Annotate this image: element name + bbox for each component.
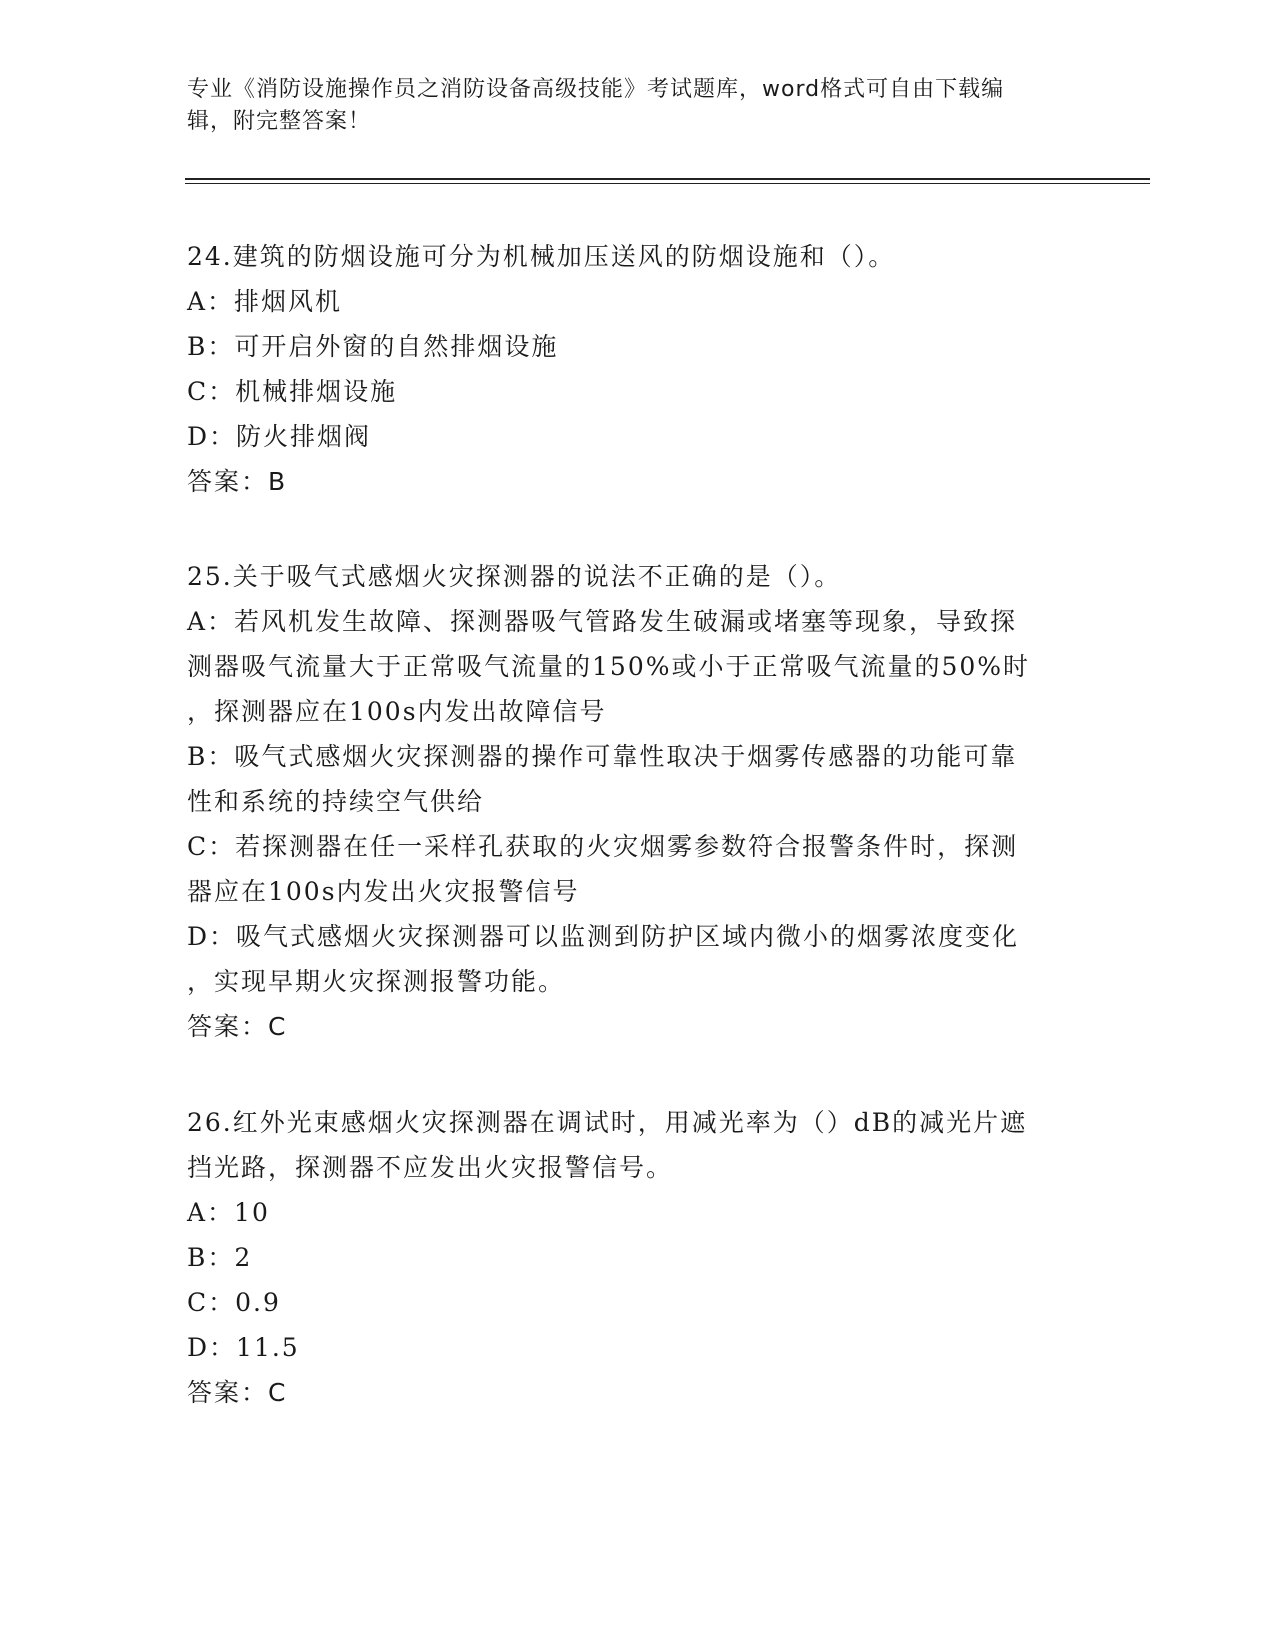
option-c: C：若探测器在任一采样孔获取的火灾烟雾参数符合报警条件时，探测 xyxy=(187,832,1019,861)
option-b: B：可开启外窗的自然排烟设施 xyxy=(187,332,559,361)
option-b-cont: 性和系统的持续空气供给 xyxy=(187,787,485,816)
option-a: A：排烟风机 xyxy=(187,287,343,316)
option-a: A：10 xyxy=(187,1198,270,1227)
document-header xyxy=(187,74,1087,138)
question-25 xyxy=(187,554,1087,1049)
option-d-cont: ，实现早期火灾探测报警功能。 xyxy=(187,967,566,996)
option-a-cont: 测器吸气流量大于正常吸气流量的150%或小于正常吸气流量的50%时 xyxy=(187,652,1031,681)
option-b: B：2 xyxy=(187,1243,253,1272)
answer: 答案：B xyxy=(187,467,288,496)
header-divider-bottom xyxy=(185,183,1150,184)
option-c-cont: 器应在100s内发出火灾报警信号 xyxy=(187,877,580,906)
question-stem: 24.建筑的防烟设施可分为机械加压送风的防烟设施和（）。 xyxy=(187,242,896,271)
header-line-2: 辑，附完整答案！ xyxy=(187,109,372,134)
question-stem: 26.红外光束感烟火灾探测器在调试时，用减光率为（）dB的减光片遮 xyxy=(187,1108,1028,1137)
option-c: C：0.9 xyxy=(187,1288,281,1317)
question-24 xyxy=(187,234,1087,504)
option-b: B：吸气式感烟火灾探测器的操作可靠性取决于烟雾传感器的功能可靠 xyxy=(187,742,1018,771)
header-line-1: 专业《消防设施操作员之消防设备高级技能》考试题库，word格式可自由下载编 xyxy=(187,77,1005,102)
option-d: D：防火排烟阀 xyxy=(187,422,372,451)
option-c: C：机械排烟设施 xyxy=(187,377,398,406)
option-a-cont: ，探测器应在100s内发出故障信号 xyxy=(187,697,607,726)
option-d: D：吸气式感烟火灾探测器可以监测到防护区域内微小的烟雾浓度变化 xyxy=(187,922,1020,951)
question-stem-cont: 挡光路，探测器不应发出火灾报警信号。 xyxy=(187,1153,674,1182)
header-divider-top xyxy=(185,178,1150,180)
question-26 xyxy=(187,1100,1087,1415)
answer: 答案：C xyxy=(187,1378,288,1407)
answer: 答案：C xyxy=(187,1012,288,1041)
question-stem: 25.关于吸气式感烟火灾探测器的说法不正确的是（）。 xyxy=(187,562,842,591)
option-a: A：若风机发生故障、探测器吸气管路发生破漏或堵塞等现象，导致探 xyxy=(187,607,1018,636)
option-d: D：11.5 xyxy=(187,1333,300,1362)
